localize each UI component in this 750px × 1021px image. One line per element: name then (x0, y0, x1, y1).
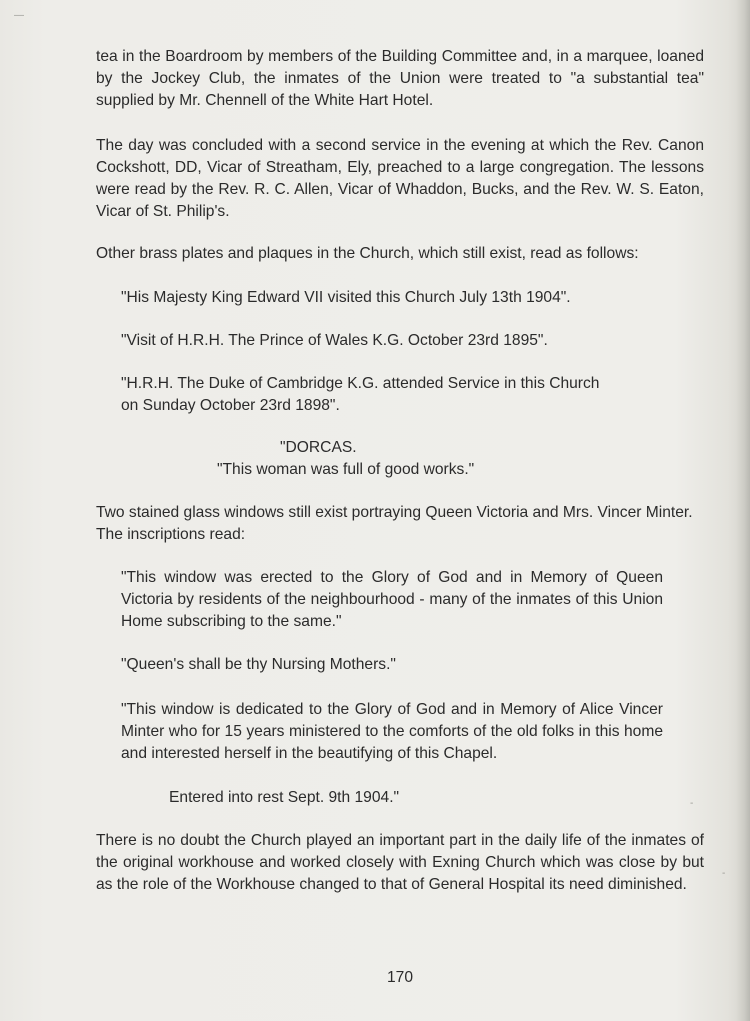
inscription-nursing-mothers: "Queen's shall be thy Nursing Mothers." (121, 656, 396, 673)
inscription-dorcas-heading: "DORCAS. (280, 439, 357, 456)
paragraph-evening-service: The day was concluded with a second service in the evening at which the Rev. Canon Cockshott, DD, Vicar of Streatham, Ely, preached to a large congregation. The lessons were read by the Rev. R. C. Allen, Vicar of Whaddon, Bucks, and the Rev. W. S. Eaton, Vicar of St. Philip's. (96, 137, 704, 220)
paragraph-stained-glass: Two stained glass windows still exist portraying Queen Victoria and Mrs. Vincer Minter. The inscriptions read: (96, 504, 693, 543)
paragraph-tea-marquee: tea in the Boardroom by members of the Building Committee and, in a marquee, loaned by the Jockey Club, the inmates of the Union were treated to "a substantial tea" supplied by Mr. Chennell of the White Hart Hotel. (96, 48, 704, 109)
scan-mark: — (14, 10, 24, 21)
scan-mark: - (722, 868, 726, 879)
inscription-prince-of-wales: "Visit of H.R.H. The Prince of Wales K.G. October 23rd 1895". (121, 332, 548, 349)
inscription-dorcas-text: "This woman was full of good works." (217, 461, 475, 478)
inscription-duke-of-cambridge: "H.R.H. The Duke of Cambridge K.G. attended Service in this Church on Sunday October 23rd 1898". (121, 375, 600, 414)
paragraph-brass-plates: Other brass plates and plaques in the Church, which still exist, read as follows: (96, 245, 639, 262)
page-number: 170 (386, 969, 414, 986)
inscription-alice-minter-window: "This window is dedicated to the Glory of God and in Memory of Alice Vincer Minter who for 15 years ministered to the comforts of the old folks in this home and interested herself in the beautifying of this Chapel. (121, 701, 663, 762)
paragraph-church-role: There is no doubt the Church played an important part in the daily life of the inmates of the original workhouse and worked closely with Exning Church which was close by but as the role of the Workhouse changed to that of General Hospital its need diminished. (96, 832, 704, 893)
page-edge-shadow (736, 0, 750, 1021)
inscription-queen-victoria-window: "This window was erected to the Glory of God and in Memory of Queen Victoria by residents of the neighbourhood - many of the inmates of this Union Home subscribing to the same." (121, 569, 663, 630)
inscription-king-edward: "His Majesty King Edward VII visited this Church July 13th 1904". (121, 289, 571, 306)
scan-mark: - (690, 798, 694, 809)
inscription-alice-minter-date: Entered into rest Sept. 9th 1904." (169, 789, 400, 806)
